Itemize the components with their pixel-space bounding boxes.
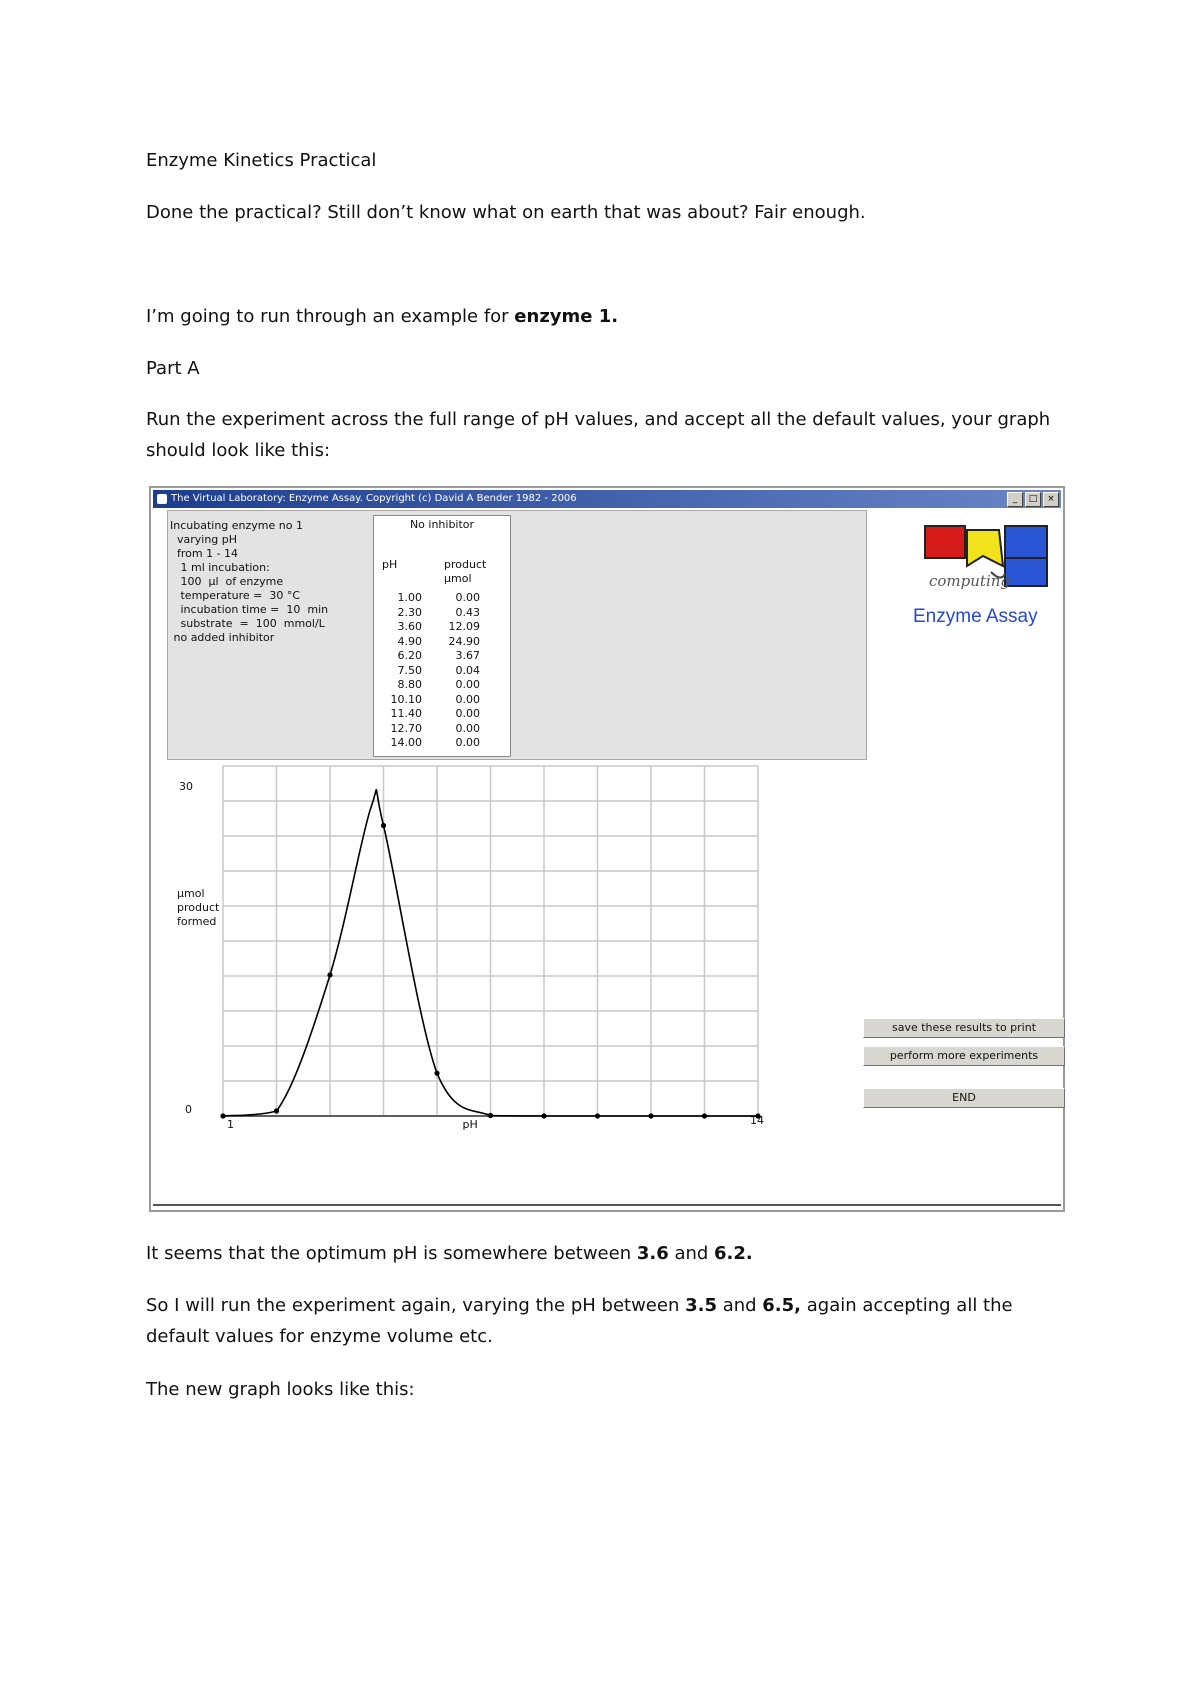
result-row xyxy=(374,649,510,664)
rerun-paragraph xyxy=(146,1290,1066,1352)
settings-line: from 1 - 14 xyxy=(170,547,239,560)
result-row xyxy=(374,635,510,650)
y-axis-label-line: formed xyxy=(177,915,217,928)
settings-line: incubation time = 10 min xyxy=(170,603,329,616)
result-product: 0.00 xyxy=(455,678,480,691)
settings-line: 100 μl of enzyme xyxy=(170,575,284,588)
ph-column-header: pH xyxy=(382,558,398,571)
minimize-button[interactable]: _ xyxy=(1007,492,1023,507)
new-graph-paragraph: The new graph looks like this: xyxy=(146,1379,415,1400)
window-controls xyxy=(1007,492,1059,507)
example-prefix: I’m going to run through an example for xyxy=(146,306,515,327)
instructions-paragraph: Run the experiment across the full range of pH values, and accept all the default values, your graph should look like this: xyxy=(146,409,1051,461)
result-ph: 7.50 xyxy=(397,663,422,677)
maximize-button[interactable]: □ xyxy=(1025,492,1041,507)
result-ph: 3.60 xyxy=(397,620,422,633)
close-button[interactable]: × xyxy=(1043,492,1059,507)
settings-line: substrate = 100 mmol/L xyxy=(170,617,325,630)
rerun-high-value: 6.5, xyxy=(762,1295,802,1316)
y-axis-label-line: μmol xyxy=(177,887,205,900)
result-product: 0.43 xyxy=(455,605,480,619)
result-product: 0.00 xyxy=(455,736,480,749)
rerun-and: and xyxy=(716,1295,763,1316)
enzyme-label: enzyme 1. xyxy=(514,306,619,327)
logo-caption: computing xyxy=(929,572,1011,590)
optimum-low-value: 3.6 xyxy=(636,1243,669,1264)
experiment-info-panel xyxy=(167,510,867,760)
end-button[interactable]: END xyxy=(863,1088,1065,1108)
result-row xyxy=(374,591,510,606)
rerun-prefix: So I will run the experiment again, varying the pH between xyxy=(146,1295,686,1316)
result-product: 0.00 xyxy=(455,721,480,735)
data-point xyxy=(702,1113,707,1118)
result-row xyxy=(374,678,510,693)
settings-line: varying pH xyxy=(170,533,238,546)
data-point xyxy=(488,1113,493,1118)
experiment-settings xyxy=(170,519,328,645)
window-title: The Virtual Laboratory: Enzyme Assay. Copyright (c) David A Bender 1982 - 2006 xyxy=(171,493,577,504)
result-ph: 6.20 xyxy=(397,649,422,662)
y-axis-max-label: 30 xyxy=(179,780,193,793)
x-axis-label: pH xyxy=(462,1118,478,1131)
result-ph: 1.00 xyxy=(397,591,422,604)
part-label: Part A xyxy=(146,358,200,379)
settings-line: no added inhibitor xyxy=(170,631,275,644)
x-axis-min-label: 1 xyxy=(227,1118,234,1131)
result-ph: 14.00 xyxy=(390,736,422,749)
settings-line: Incubating enzyme no 1 xyxy=(170,519,303,532)
result-ph: 2.30 xyxy=(397,605,422,619)
result-product: 0.00 xyxy=(455,707,480,720)
example-paragraph xyxy=(146,301,1066,332)
save-results-button[interactable]: save these results to print xyxy=(863,1018,1065,1038)
data-point xyxy=(327,972,332,977)
result-row xyxy=(374,722,510,737)
enzyme-assay-title: Enzyme Assay xyxy=(913,606,1038,627)
document-heading: Enzyme Kinetics Practical xyxy=(146,150,377,171)
optimum-high-value: 6.2. xyxy=(714,1243,753,1264)
result-ph: 4.90 xyxy=(397,634,422,648)
result-row xyxy=(374,620,510,635)
ph-activity-chart xyxy=(171,762,861,1162)
intro-paragraph: Done the practical? Still don’t know what on earth that was about? Fair enough. xyxy=(146,202,866,223)
app-window xyxy=(149,486,1065,1212)
window-title-bar xyxy=(153,490,1061,508)
data-point xyxy=(274,1108,279,1113)
optimum-paragraph xyxy=(146,1238,1066,1269)
y-axis-label-line: product xyxy=(177,901,220,914)
result-product: 24.90 xyxy=(448,634,480,648)
result-row xyxy=(374,693,510,708)
inhibitor-condition: No inhibitor xyxy=(409,518,475,531)
product-unit: μmol xyxy=(444,572,472,585)
result-ph: 10.10 xyxy=(390,692,422,706)
status-divider xyxy=(153,1204,1061,1206)
data-point xyxy=(648,1113,653,1118)
optimum-and: and xyxy=(668,1243,715,1264)
result-product: 0.00 xyxy=(455,692,480,706)
y-axis-min-label: 0 xyxy=(185,1103,192,1116)
rerun-suffix: again accepting all the default values for enzyme volume etc. xyxy=(146,1295,1013,1347)
settings-line: 1 ml incubation: xyxy=(170,561,270,574)
data-point xyxy=(381,823,386,828)
result-row xyxy=(374,736,510,751)
result-row xyxy=(374,606,510,621)
result-product: 3.67 xyxy=(455,649,480,662)
rerun-low-value: 3.5 xyxy=(685,1295,717,1316)
data-point xyxy=(434,1071,439,1076)
data-point xyxy=(220,1113,225,1118)
result-ph: 11.40 xyxy=(390,707,422,720)
x-axis-max-label: 14 xyxy=(750,1114,764,1127)
product-column-header xyxy=(444,558,486,586)
result-product: 0.04 xyxy=(455,663,480,677)
app-icon xyxy=(157,494,167,504)
results-table xyxy=(373,515,511,757)
settings-line: temperature = 30 °C xyxy=(170,589,301,602)
perform-more-experiments-button[interactable]: perform more experiments xyxy=(863,1046,1065,1066)
data-point xyxy=(541,1113,546,1118)
result-product: 12.09 xyxy=(448,620,480,633)
result-row xyxy=(374,707,510,722)
optimum-prefix: It seems that the optimum pH is somewhere between xyxy=(146,1243,637,1264)
results-rows xyxy=(374,591,510,751)
result-row xyxy=(374,664,510,679)
data-point xyxy=(595,1113,600,1118)
dab-computing-logo xyxy=(921,524,1056,596)
result-ph: 8.80 xyxy=(397,678,422,691)
result-product: 0.00 xyxy=(455,591,480,604)
product-label: product xyxy=(444,558,487,571)
result-ph: 12.70 xyxy=(390,721,422,735)
